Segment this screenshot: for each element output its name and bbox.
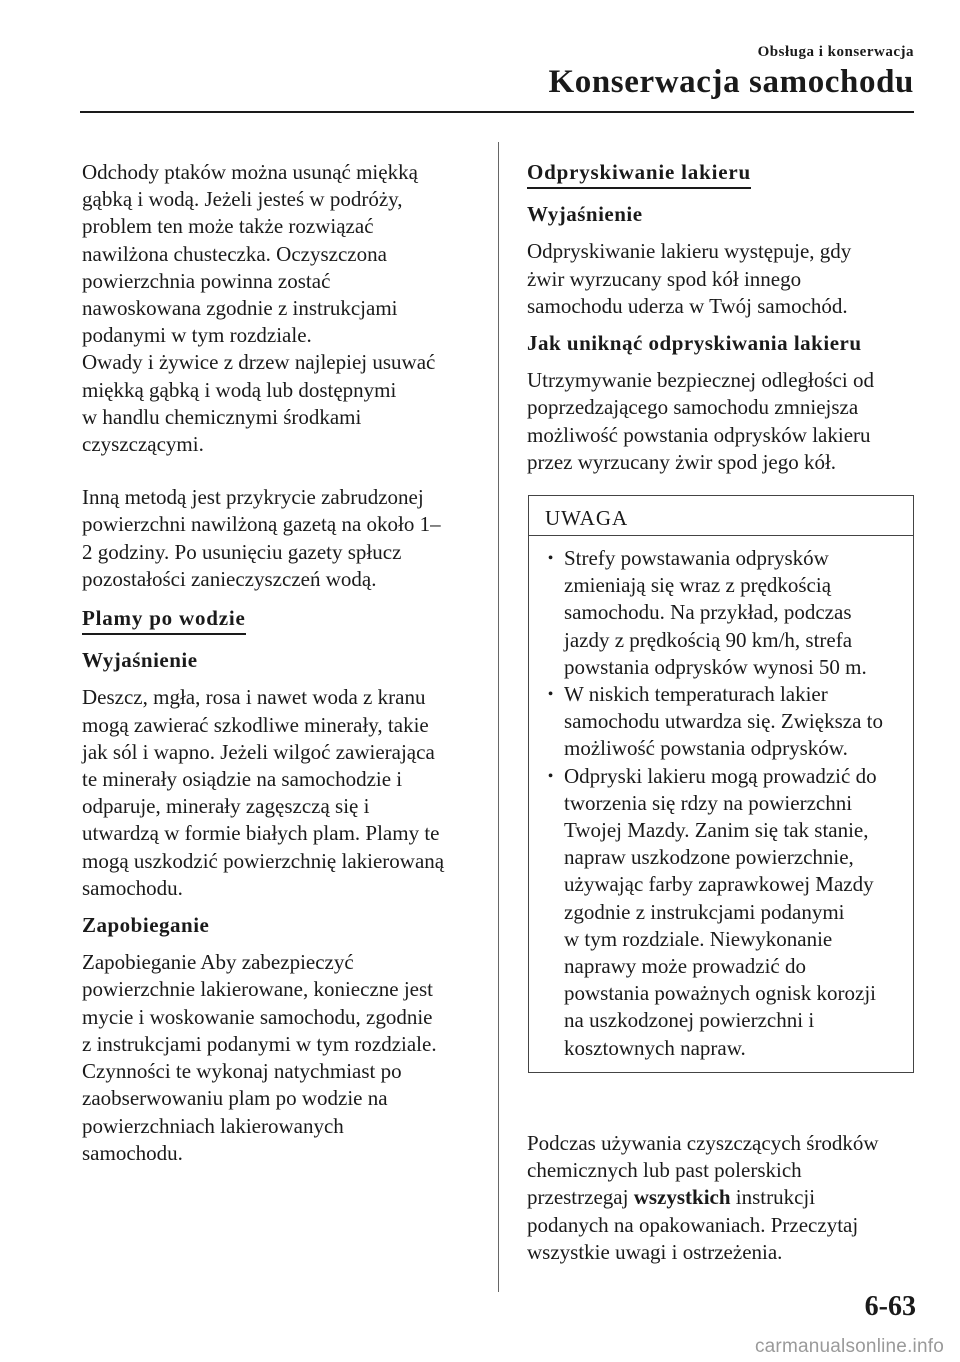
water-explanation-label: Wyjaśnienie (82, 648, 198, 673)
right-column (527, 159, 917, 1266)
page-number: 6-63 (864, 1291, 916, 1322)
caution-item: • Odpryski lakieru mogą prowadzić do tworzenia się rdzy na powierzchni Twojej Mazdy. Zanim się tak stanie, napraw uszkodzone powierzchnie, używając farby zaprawkowej Mazdy zgodnie z instrukcjami podanymi w tym rozdziale. Niewykonanie naprawy może prowadzić do powstania poważnych ognisk korozji na uszkodzonej powierzchni i kosztownych napraw. (537, 763, 907, 1062)
prevention-text: Zapobieganie Aby zabezpieczyć powierzchnie lakierowane, konieczne jest mycie i woskowanie samochodu, zgodnie z instrukcjami podanymi w tym rozdziale. Czynności te wykonaj natychmiast po zaobserwowaniu plam po wodzie na powierzchniach lakierowanych samochodu. (82, 950, 437, 1165)
left-column (82, 159, 482, 1167)
watermark: carmanualsonline.info (754, 1336, 944, 1357)
avoid-chipping-text: Utrzymywanie bezpiecznej odległości od poprzedzającego samochodu zmniejsza możliwość powstania odprysków lakieru przez wyrzucany żwir spod jego kół. (527, 368, 874, 474)
bullet-icon: • (547, 686, 554, 704)
newspaper-method-paragraph: Inną metodą jest przykrycie zabrudzonej powierzchni nawilżoną gazetą na około 1– 2 godziny. Po usunięciu gazety spłucz pozostałości zanieczyszczeń wodą. (82, 485, 441, 591)
bullet-icon: • (547, 767, 554, 785)
chapter-title: Konserwacja samochodu (548, 64, 914, 100)
caution-item: • Strefy powstawania odprysków zmieniają się wraz z prędkością samochodu. Na przykład, podczas jazdy z prędkością 90 km/h, strefa powstania odprysków wynosi 50 m. (537, 545, 907, 681)
caution-item: • W niskich temperaturach lakier samochodu utwardza się. Zwiększa to możliwość powstania odprysków. (537, 681, 907, 763)
caution-title: UWAGA (529, 496, 913, 536)
section-title: Obsługa i konserwacja (757, 44, 914, 60)
chipping-explanation-text: Odpryskiwanie lakieru występuje, gdy żwir wyrzucany spod kół innego samochodu uderza w Twój samochód. (527, 239, 852, 318)
bird-droppings-paragraph: Odchody ptaków można usunąć miękką gąbką i wodą. Jeżeli jesteś w podróży, problem ten może także rozwiązać nawilżona chusteczka. Oczyszczona powierzchnia powinna zostać nawoskowana zgodnie z instrukcjami podanymi w tym rozdziale. Owady i żywice z drzew najlepiej usuwać miękką gąbką i wodą lub dostępnymi w handlu chemicznymi środkami czyszczącymi. (82, 160, 436, 457)
bullet-icon: • (547, 550, 554, 568)
prevention-label: Zapobieganie (82, 913, 210, 938)
paint-chipping-heading: Odpryskiwanie lakieru (527, 159, 751, 189)
emphasis-all: wszystkich (633, 1185, 731, 1210)
caution-box (528, 495, 914, 1073)
column-divider (498, 142, 499, 1292)
header-rule (80, 111, 914, 113)
polish-instructions-paragraph: Podczas używania czyszczących środków chemicznych lub past polerskich przestrzegaj wszystkich instrukcji podanych na opakowaniach. Przeczytaj wszystkie uwagi i ostrzeżenia. (527, 1130, 879, 1264)
avoid-chipping-label: Jak uniknąć odpryskiwania lakieru (527, 331, 862, 356)
caution-body (529, 536, 913, 1072)
water-spots-heading: Plamy po wodzie (82, 605, 246, 635)
chipping-explanation-label: Wyjaśnienie (527, 202, 643, 227)
water-explanation-text: Deszcz, mgła, rosa i nawet woda z kranu mogą zawierać szkodliwe minerały, takie jak sól i wapno. Jeżeli wilgoć zawierająca te minerały osiądzie na samochodzie i odparuje, minerały zagęszczą się i utwardzą w formie białych plam. Plamy te mogą uszkodzić powierzchnię lakierowaną samochodu. (82, 685, 445, 900)
